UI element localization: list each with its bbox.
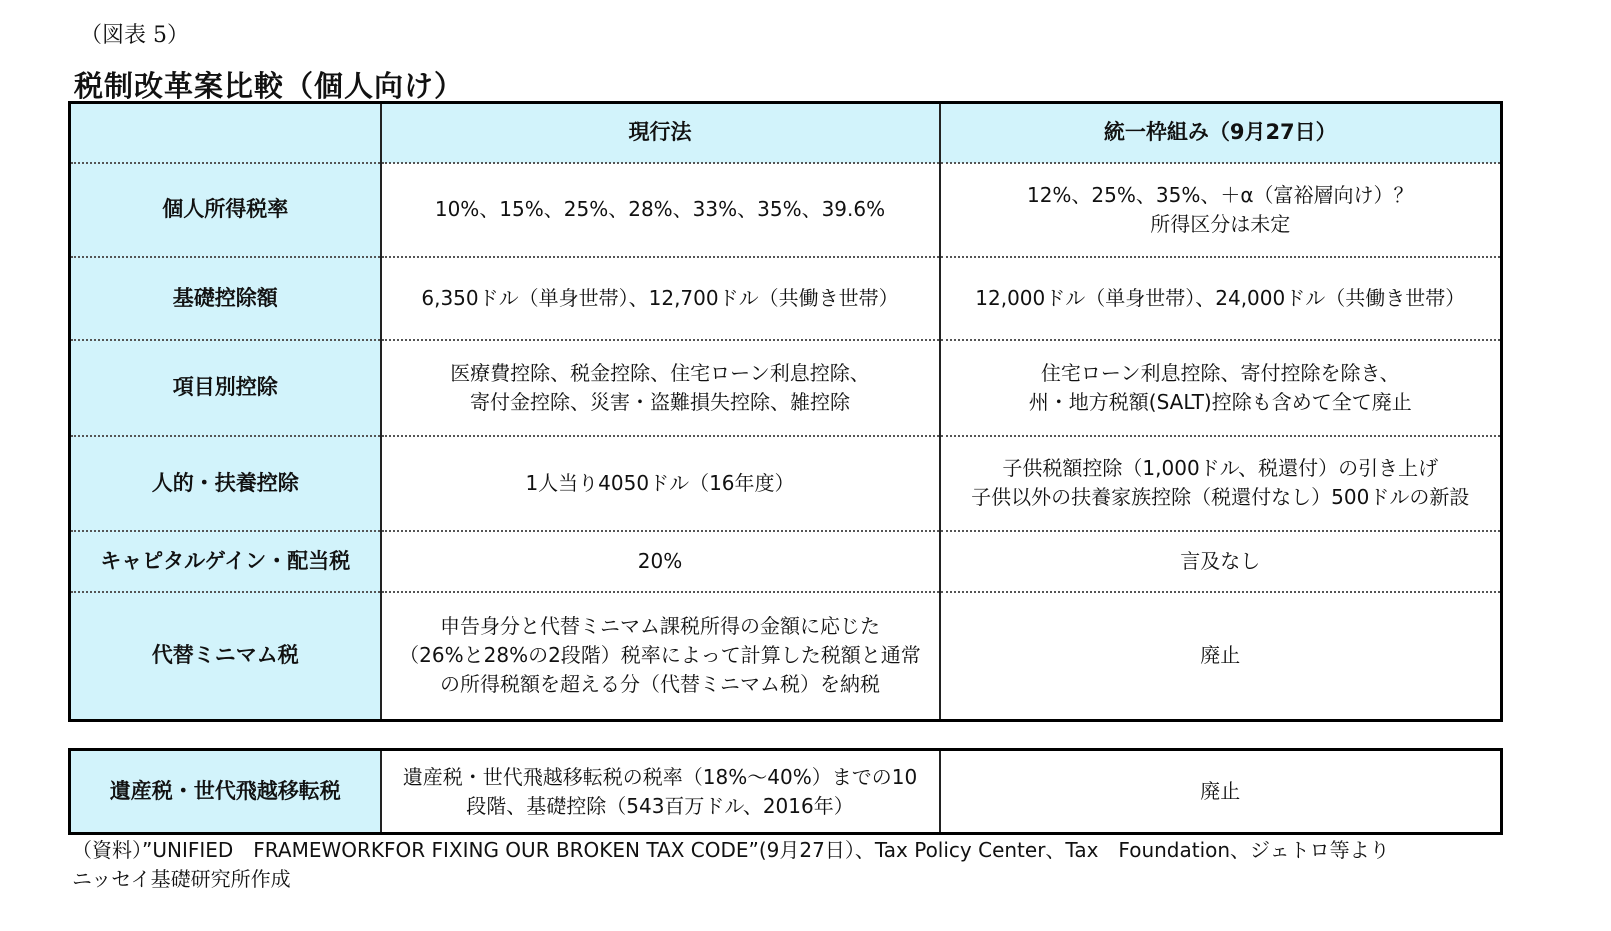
current-cell [381, 531, 940, 592]
cell-line: 医療費控除、税金控除、住宅ローン利息控除、 [450, 360, 870, 385]
cell-line: 子供税額控除（1,000ドル、税還付）の引き上げ [1002, 456, 1439, 480]
proposed-cell [940, 750, 1502, 834]
current-cell [381, 750, 940, 834]
row-label: 代替ミニマム税 [70, 592, 381, 721]
cell-line: 州・地方税額(SALT)控除も含めて全て廃止 [1028, 389, 1412, 414]
cell-line: 12%、25%、35%、＋α（富裕層向け）？ [1026, 182, 1414, 207]
table-row [70, 436, 1502, 531]
header-current-law: 現行法 [381, 103, 940, 163]
source-line: ニッセイ基礎研究所作成 [72, 867, 291, 891]
cell-line: 廃止 [1200, 779, 1241, 803]
table-row [70, 257, 1502, 340]
page-title: 税制改革案比較（個人向け） [74, 69, 465, 103]
row-label: 人的・扶養控除 [70, 436, 381, 531]
cell-line: 1人当り4050ドル（16年度） [525, 470, 795, 495]
header-cell-corner [70, 103, 381, 163]
figure-label: （図表 5） [80, 23, 189, 48]
proposed-cell [940, 163, 1502, 257]
row-label: 項目別控除 [70, 340, 381, 436]
row-label: 個人所得税率 [70, 163, 381, 257]
cell-line: の所得税額を超える分（代替ミニマム税）を納税 [440, 672, 880, 697]
cell-line: 言及なし [1180, 548, 1261, 573]
source-note [72, 836, 1552, 894]
source-line: （資料）”UNIFIED FRAMEWORKFOR FIXING OUR BROKEN TAX CODE”(9月27日）、Tax Policy Center、Tax Foundation、ジェトロ等より [72, 838, 1390, 862]
cell-line: （26%と28%の2段階）税率によって計算した税額と通常 [399, 643, 921, 668]
table-row [70, 750, 1502, 834]
proposed-cell [940, 340, 1502, 436]
comparison-table [68, 101, 1503, 722]
cell-line: 所得区分は未定 [1150, 211, 1291, 236]
table-row [70, 531, 1502, 592]
header-unified-framework: 統一枠組み（9月27日） [940, 103, 1502, 163]
row-label: 基礎控除額 [70, 257, 381, 340]
current-cell [381, 257, 940, 340]
table-row [70, 163, 1502, 257]
row-label: キャピタルゲイン・配当税 [70, 531, 381, 592]
table-row [70, 340, 1502, 436]
cell-line: 10%、15%、25%、28%、33%、35%、39.6% [434, 197, 886, 221]
proposed-cell [940, 531, 1502, 592]
cell-line: 遺産税・世代飛越移転税の税率（18%～40%）までの10 [402, 764, 918, 789]
cell-line: 20% [637, 548, 683, 573]
current-cell [381, 592, 940, 721]
proposed-cell [940, 592, 1502, 721]
current-cell [381, 340, 940, 436]
cell-line: 段階、基礎控除（543百万ドル、2016年） [466, 793, 854, 818]
estate-tax-table [68, 748, 1503, 835]
cell-line: 6,350ドル（単身世帯）、12,700ドル（共働き世帯） [421, 285, 899, 310]
current-cell [381, 436, 940, 531]
cell-line: 廃止 [1200, 643, 1241, 668]
cell-line: 申告身分と代替ミニマム課税所得の金額に応じた [440, 614, 880, 639]
table-row [70, 592, 1502, 721]
row-label: 遺産税・世代飛越移転税 [70, 750, 381, 834]
current-cell [381, 163, 940, 257]
cell-line: 寄付金控除、災害・盗難損失控除、雑控除 [470, 389, 850, 414]
table-header-row [70, 103, 1502, 163]
proposed-cell [940, 436, 1502, 531]
proposed-cell [940, 257, 1502, 340]
cell-line: 子供以外の扶養家族控除（税還付なし）500ドルの新設 [971, 485, 1470, 509]
cell-line: 住宅ローン利息控除、寄付控除を除き、 [1040, 360, 1400, 385]
cell-line: 12,000ドル（単身世帯）、24,000ドル（共働き世帯） [975, 285, 1466, 310]
